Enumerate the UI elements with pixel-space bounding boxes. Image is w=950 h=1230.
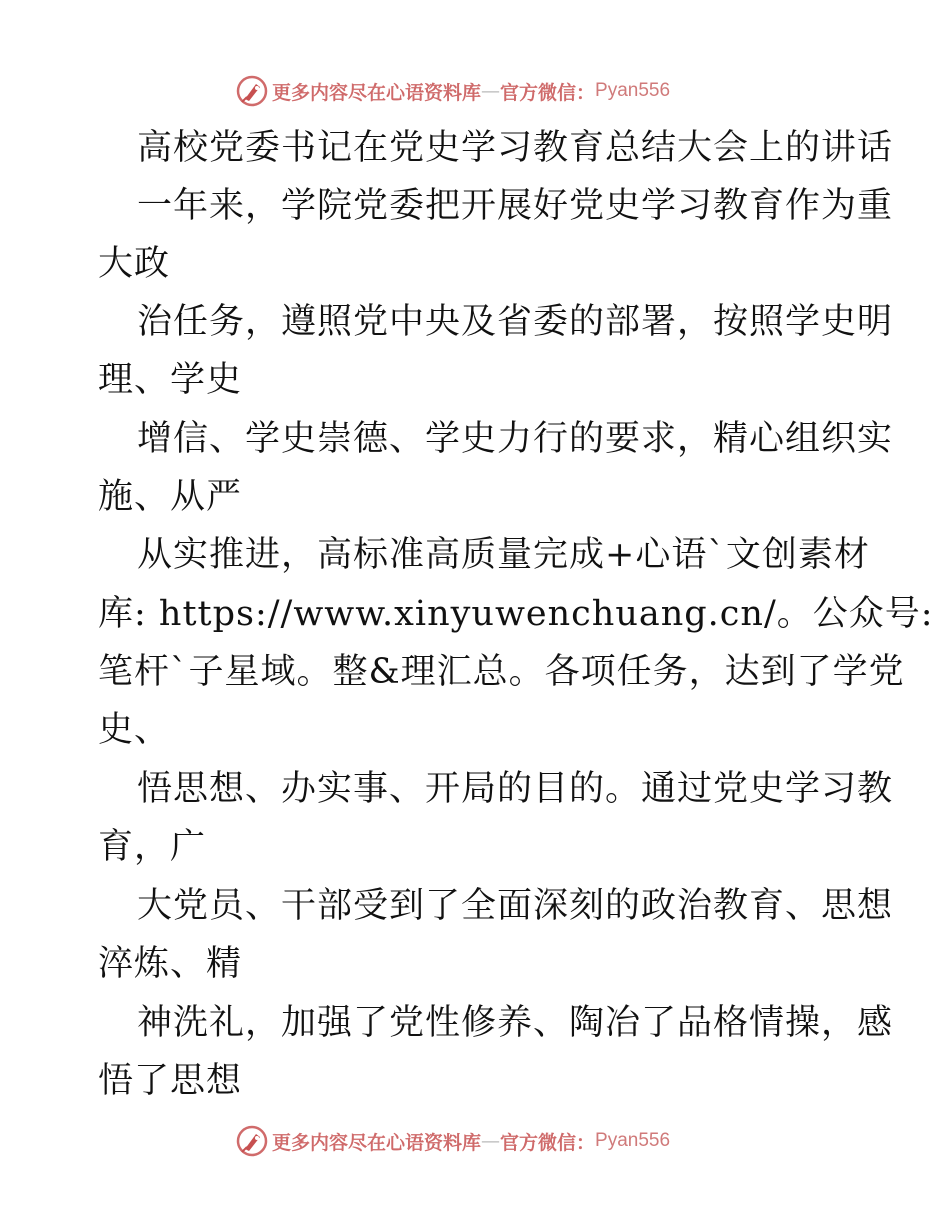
watermark-brand-text: 更多内容尽在心语资料库 (272, 1131, 482, 1154)
body-line: 从实推进，高标准高质量完成+心语`文创素材 (137, 535, 870, 575)
watermark-channel-text: 官方微信： (500, 81, 596, 104)
watermark-account: Pyan556 (595, 1130, 671, 1151)
pen-nib-logo-icon (236, 1125, 268, 1157)
watermark-channel-text: 官方微信： (500, 1131, 596, 1154)
watermark-separator: — (481, 1130, 501, 1152)
body-line: 史、 (98, 710, 171, 750)
document-title: 高校党委书记在党史学习教育总结大会上的讲话 (137, 128, 894, 168)
body-line: 施、从严 (98, 477, 243, 517)
body-line: 神洗礼，加强了党性修养、陶冶了品格情操，感 (137, 1003, 894, 1043)
body-line: 一年来，学院党委把开展好党史学习教育作为重 (137, 186, 894, 226)
watermark-brand-text: 更多内容尽在心语资料库 (272, 81, 482, 104)
header-watermark (236, 74, 670, 108)
body-line: 淬炼、精 (98, 944, 243, 984)
pen-nib-logo-icon (236, 75, 268, 107)
body-line: 治任务，遵照党中央及省委的部署，按照学史明 (137, 302, 894, 342)
body-line: 增信、学史崇德、学史力行的要求，精心组织实 (137, 419, 894, 459)
body-line: 库: https://www.xinyuwenchuang.cn/。公众号: (98, 594, 934, 634)
body-line: 悟思想、办实事、开局的目的。通过党史学习教 (137, 769, 894, 809)
body-line: 育，广 (98, 827, 207, 867)
body-line: 大党员、干部受到了全面深刻的政治教育、思想 (137, 886, 894, 926)
footer-watermark (236, 1124, 670, 1158)
body-line: 悟了思想 (98, 1061, 243, 1101)
body-line: 理、学史 (98, 360, 243, 400)
watermark-account: Pyan556 (595, 80, 671, 101)
body-line: 笔杆`子星域。整&理汇总。各项任务，达到了学党 (98, 652, 905, 692)
watermark-separator: — (481, 80, 501, 102)
body-line: 大政 (98, 244, 171, 284)
